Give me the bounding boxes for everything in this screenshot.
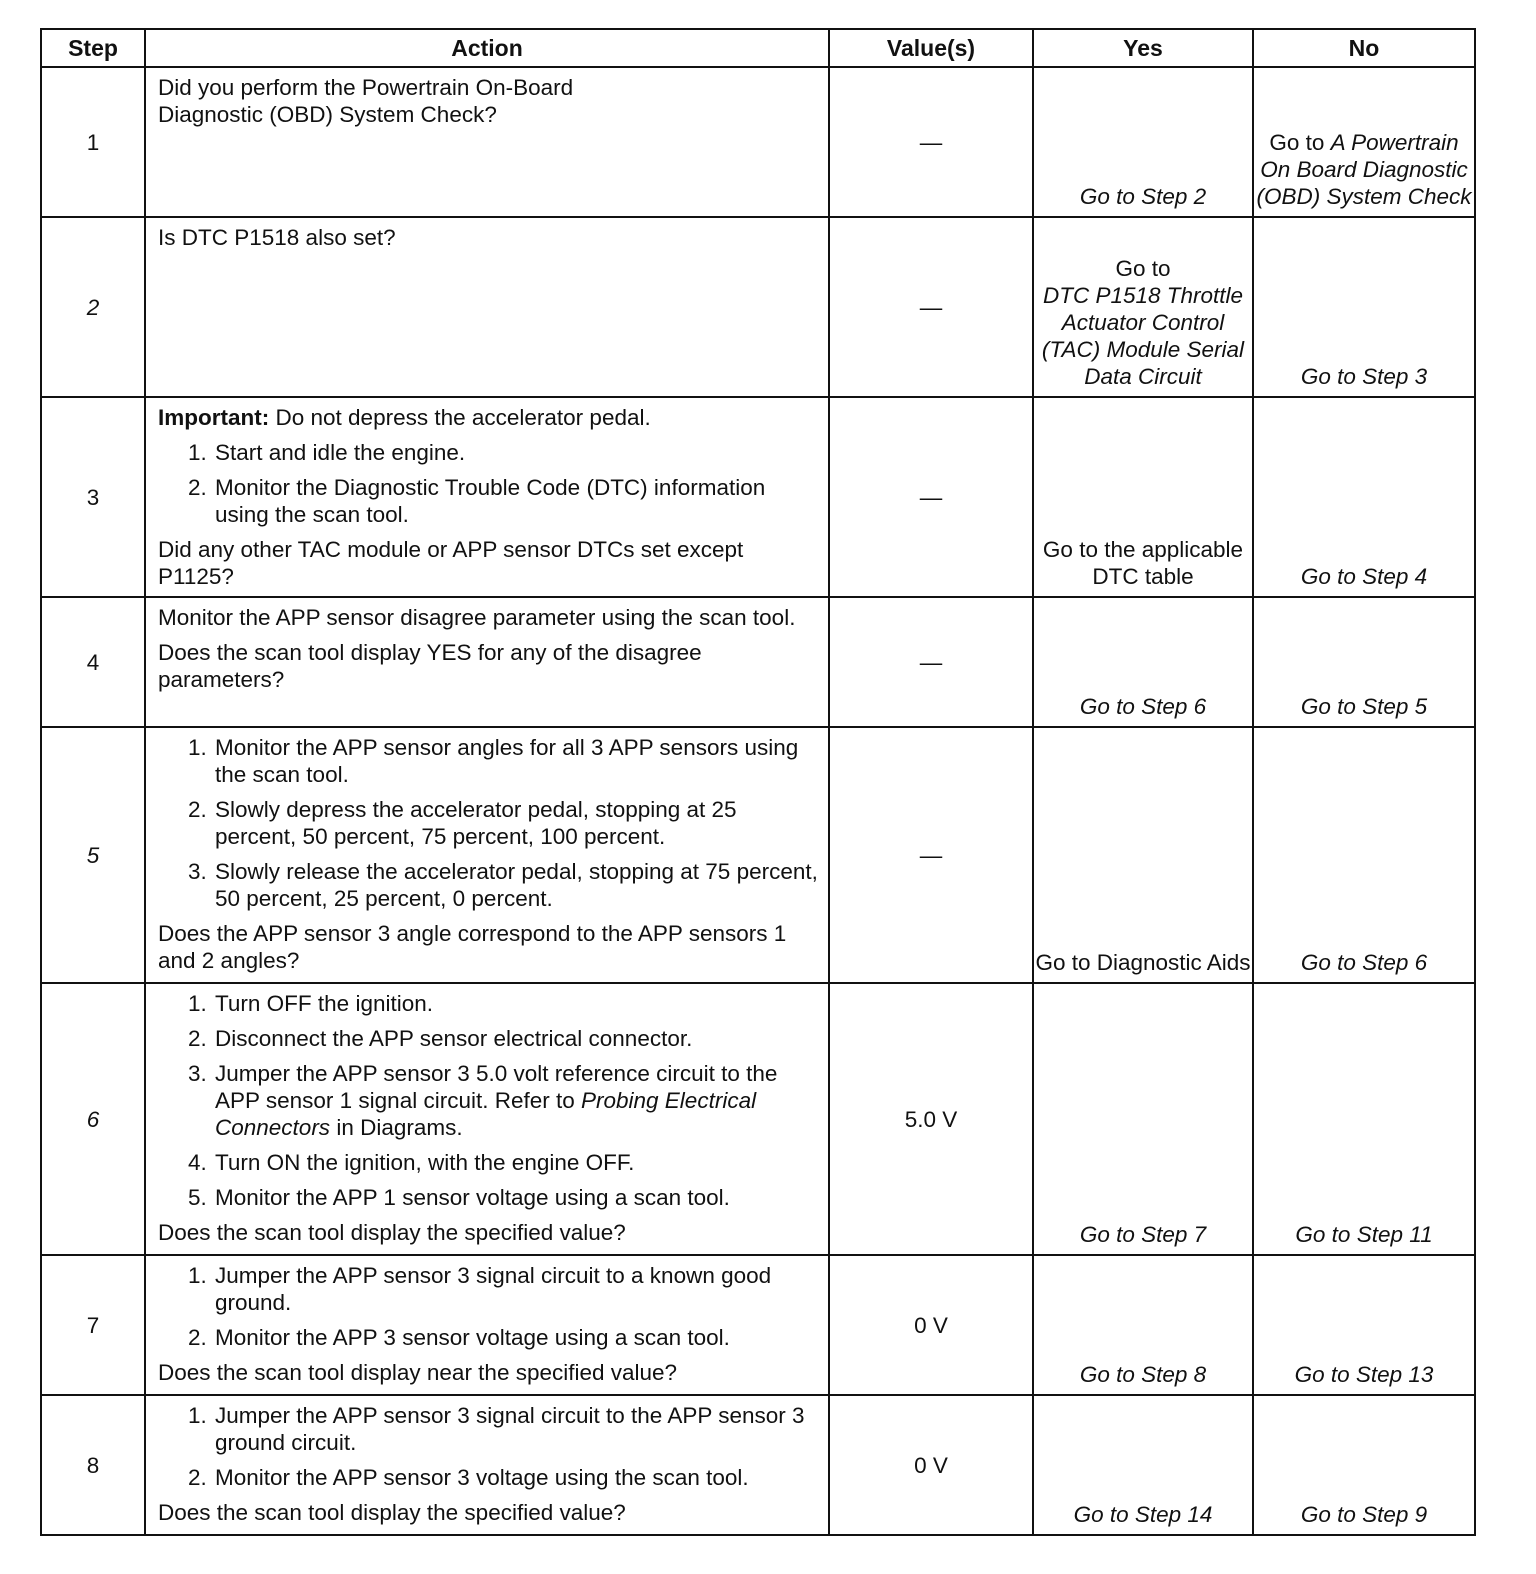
no-link[interactable]: Go to Step 6 xyxy=(1300,950,1428,975)
yes-cell xyxy=(1033,1255,1253,1395)
value-text: 0 V xyxy=(914,1452,948,1478)
no-link[interactable]: Go to Step 5 xyxy=(1300,694,1428,719)
procedure-step: 2. Monitor the APP 3 sensor voltage using a scan tool. xyxy=(213,1324,818,1351)
no-prefix: Go to xyxy=(1269,130,1331,155)
yes-link[interactable]: Go to Step 2 xyxy=(1079,184,1207,209)
question-text: Does the scan tool display YES for any of the disagree parameters? xyxy=(158,640,702,692)
yes-cell xyxy=(1033,983,1253,1255)
step-number: 8 xyxy=(41,1395,145,1535)
yes-link[interactable]: Go to Step 14 xyxy=(1073,1502,1213,1527)
header-no: No xyxy=(1253,29,1475,67)
header-action: Action xyxy=(145,29,829,67)
table-row-step-6 xyxy=(41,983,1475,1255)
procedure-list xyxy=(158,1262,818,1351)
header-row xyxy=(41,29,1475,67)
value-cell xyxy=(829,1395,1033,1535)
value-text: — xyxy=(919,484,943,510)
procedure-list xyxy=(158,990,818,1211)
value-text: 0 V xyxy=(914,1312,948,1338)
no-cell xyxy=(1253,727,1475,983)
yes-link[interactable]: DTC P1518 Throttle Actuator Control (TAC) Module Serial Data Circuit xyxy=(1041,283,1245,389)
value-text: — xyxy=(919,649,943,675)
no-link[interactable]: Go to Step 9 xyxy=(1300,1502,1428,1527)
important-label: Important: xyxy=(158,405,270,430)
yes-cell xyxy=(1033,1395,1253,1535)
procedure-step: 1. Start and idle the engine. xyxy=(213,439,818,466)
no-link[interactable]: Go to Step 3 xyxy=(1300,364,1428,389)
procedure-step: 5. Monitor the APP 1 sensor voltage using a scan tool. xyxy=(213,1184,818,1211)
no-cell xyxy=(1253,1395,1475,1535)
table-row-step-3 xyxy=(41,397,1475,597)
action-cell xyxy=(145,983,829,1255)
table-row-step-2 xyxy=(41,217,1475,397)
procedure-step: 3. Slowly release the accelerator pedal, stopping at 75 percent, 50 percent, 25 percent, 0 percent. xyxy=(213,858,818,912)
procedure-step: 1. Jumper the APP sensor 3 signal circuit to the APP sensor 3 ground circuit. xyxy=(213,1402,818,1456)
yes-text[interactable]: Go to Diagnostic Aids xyxy=(1035,950,1251,975)
important-text: Do not depress the accelerator pedal. xyxy=(269,405,651,430)
value-text: — xyxy=(919,842,943,868)
question-text: Does the scan tool display the specified value? xyxy=(158,1220,626,1245)
value-text: 5.0 V xyxy=(904,1106,958,1132)
yes-text[interactable]: Go to the applicable DTC table xyxy=(1042,537,1244,589)
procedure-step: 2. Monitor the Diagnostic Trouble Code (DTC) information using the scan tool. xyxy=(213,474,818,528)
procedure-list xyxy=(158,439,818,528)
no-link[interactable]: A Powertrain On Board Diagnostic (OBD) System Check xyxy=(1256,130,1472,209)
question-text: Did any other TAC module or APP sensor DTCs set except P1125? xyxy=(158,537,744,589)
no-cell xyxy=(1253,67,1475,217)
diagnostic-table xyxy=(40,28,1476,1536)
value-cell xyxy=(829,983,1033,1255)
question-text: Does the APP sensor 3 angle correspond to the APP sensors 1 and 2 angles? xyxy=(158,921,787,973)
procedure-step: 1. Jumper the APP sensor 3 signal circuit to a known good ground. xyxy=(213,1262,818,1316)
step-number: 5 xyxy=(41,727,145,983)
step-number: 4 xyxy=(41,597,145,727)
procedure-step-text: Jumper the APP sensor 3 5.0 volt reference circuit to the APP sensor 1 signal circuit. Refer to xyxy=(215,1061,778,1113)
table-row-step-5 xyxy=(41,727,1475,983)
no-cell xyxy=(1253,397,1475,597)
step-number: 7 xyxy=(41,1255,145,1395)
yes-link[interactable]: Go to Step 7 xyxy=(1079,1222,1207,1247)
no-link[interactable]: Go to Step 11 xyxy=(1295,1222,1433,1247)
no-link[interactable]: Go to Step 13 xyxy=(1294,1362,1434,1387)
table-row-step-1 xyxy=(41,67,1475,217)
header-yes: Yes xyxy=(1033,29,1253,67)
procedure-step: 2. Slowly depress the accelerator pedal, stopping at 25 percent, 50 percent, 75 percent, 100 percent. xyxy=(213,796,818,850)
procedure-list xyxy=(158,1402,818,1491)
value-cell xyxy=(829,727,1033,983)
yes-cell xyxy=(1033,217,1253,397)
no-cell xyxy=(1253,983,1475,1255)
table-row-step-8 xyxy=(41,1395,1475,1535)
value-cell xyxy=(829,67,1033,217)
no-link[interactable]: Go to Step 4 xyxy=(1300,564,1428,589)
table-row-step-7 xyxy=(41,1255,1475,1395)
action-cell xyxy=(145,217,829,397)
action-text: Monitor the APP sensor disagree parameter using the scan tool. xyxy=(158,605,796,630)
header-values: Value(s) xyxy=(829,29,1033,67)
probing-link[interactable]: Probing Electrical Connectors xyxy=(215,1088,757,1140)
procedure-step-suffix: in Diagrams. xyxy=(330,1115,463,1140)
procedure-step: 4. Turn ON the ignition, with the engine OFF. xyxy=(213,1149,818,1176)
question-text: Does the scan tool display the specified value? xyxy=(158,1500,626,1525)
procedure-step: 2. Monitor the APP sensor 3 voltage using the scan tool. xyxy=(213,1464,818,1491)
value-cell xyxy=(829,397,1033,597)
procedure-step: 1. Monitor the APP sensor angles for all 3 APP sensors using the scan tool. xyxy=(213,734,818,788)
step-number: 1 xyxy=(41,67,145,217)
value-text: — xyxy=(919,294,943,320)
yes-cell xyxy=(1033,727,1253,983)
table-row-step-4 xyxy=(41,597,1475,727)
step-number: 6 xyxy=(41,983,145,1255)
action-cell xyxy=(145,727,829,983)
important-note xyxy=(158,404,818,431)
procedure-list xyxy=(158,734,818,912)
procedure-step xyxy=(213,1060,818,1141)
action-text-line-1: Did you perform the Powertrain On-Board xyxy=(158,75,574,100)
value-cell xyxy=(829,597,1033,727)
no-cell xyxy=(1253,217,1475,397)
action-cell xyxy=(145,1255,829,1395)
action-text-line-2: Diagnostic (OBD) System Check? xyxy=(158,102,497,127)
action-cell xyxy=(145,67,829,217)
value-cell xyxy=(829,217,1033,397)
yes-prefix: Go to xyxy=(1115,256,1171,281)
question-text: Does the scan tool display near the specified value? xyxy=(158,1360,678,1385)
yes-cell xyxy=(1033,67,1253,217)
step-number: 2 xyxy=(41,217,145,397)
step-number: 3 xyxy=(41,397,145,597)
action-cell xyxy=(145,597,829,727)
yes-cell xyxy=(1033,397,1253,597)
yes-link[interactable]: Go to Step 8 xyxy=(1079,1362,1207,1387)
yes-link[interactable]: Go to Step 6 xyxy=(1079,694,1207,719)
no-cell xyxy=(1253,597,1475,727)
value-text: — xyxy=(919,129,943,155)
header-step: Step xyxy=(41,29,145,67)
yes-cell xyxy=(1033,597,1253,727)
procedure-step: 2. Disconnect the APP sensor electrical connector. xyxy=(213,1025,818,1052)
value-cell xyxy=(829,1255,1033,1395)
procedure-step: 1. Turn OFF the ignition. xyxy=(213,990,818,1017)
action-cell xyxy=(145,1395,829,1535)
action-text: Is DTC P1518 also set? xyxy=(158,225,396,250)
no-cell xyxy=(1253,1255,1475,1395)
action-cell xyxy=(145,397,829,597)
